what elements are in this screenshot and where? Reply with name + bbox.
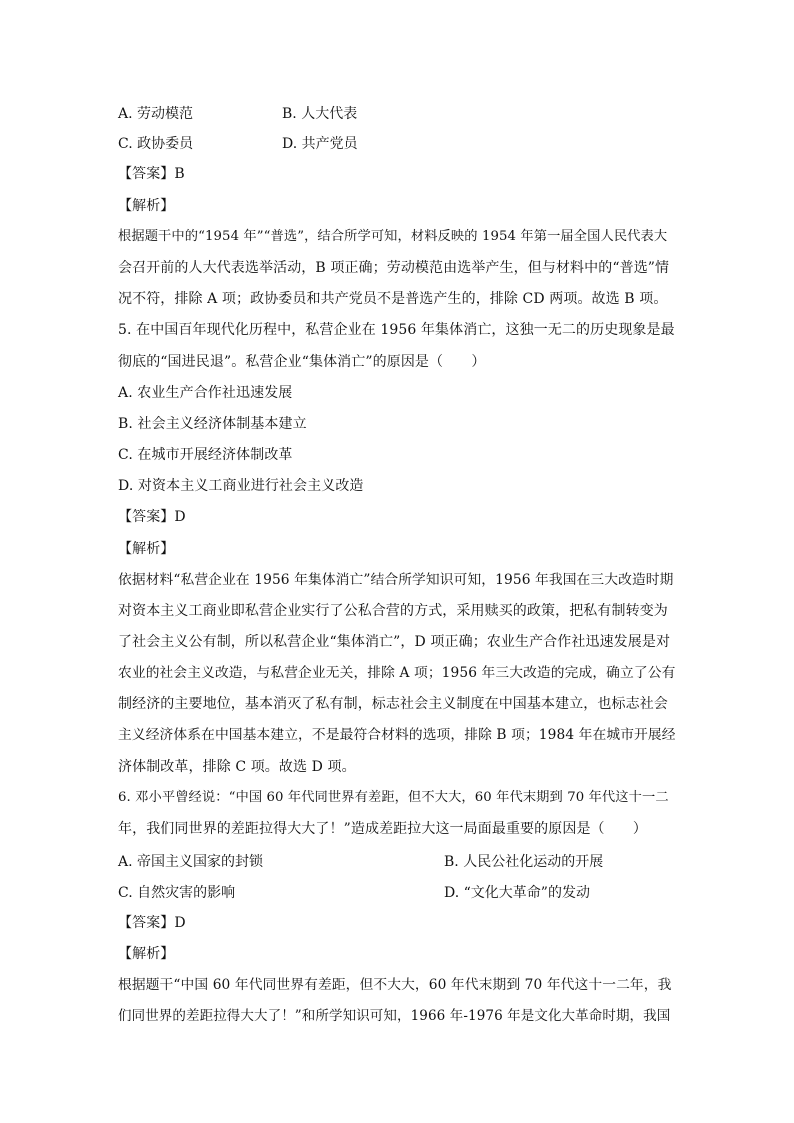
- q4-option-c: C. 政协委员: [118, 136, 194, 152]
- q6-option-d: D. “文化大革命”的发动: [444, 885, 590, 901]
- q6-option-c: C. 自然灾害的影响: [118, 885, 236, 901]
- q5-option-c: C. 在城市开展经济体制改革: [118, 447, 293, 463]
- q6-stem-line: 6. 邓小平曾经说：“中国 60 年代同世界有差距，但不大大，60 年代末期到 70 年代这十一二: [118, 790, 669, 805]
- q5-analysis-line: 了社会主义公有制，所以私营企业“集体消亡”，D 项正确；农业生产合作社迅速发展是对: [118, 634, 671, 650]
- q5-analysis-line: 制经济的主要地位，基本消灭了私有制，标志社会主义制度在中国基本建立，也标志社会: [118, 696, 668, 712]
- q6-analysis-line: 根据题干“中国 60 年代同世界有差距，但不大大，60 年代末期到 70 年代这十一二年，我: [118, 977, 672, 993]
- q5-stem-line: 彻底的“国进民退”。私营企业“集体消亡”的原因是（ ）: [118, 354, 486, 370]
- q5-option-b: B. 社会主义经济体制基本建立: [118, 416, 307, 432]
- q4-analysis-line: 况不符，排除 A 项；政协委员和共产党员不是普选产生的，排除 CD 两项。故选 B 项。: [118, 291, 668, 307]
- q6-analysis-label: 【解析】: [118, 946, 175, 962]
- q4-analysis-line: 根据题干中的“1954 年”“普选”，结合所学可知，材料反映的 1954 年第一届全国人民代表大: [118, 229, 668, 244]
- q5-stem-line: 5. 在中国百年现代化历程中，私营企业在 1956 年集体消亡，这独一无二的历史现象是最: [118, 322, 675, 338]
- q6-answer: 【答案】D: [118, 915, 186, 931]
- q6-option-a: A. 帝国主义国家的封锁: [118, 854, 264, 870]
- q5-analysis-line: 农业的社会主义改造，与私营企业无关，排除 A 项；1956 年三大改造的完成，确立了公有: [118, 665, 676, 681]
- q4-analysis-label: 【解析】: [118, 198, 175, 214]
- q4-option-d: D. 共产党员: [282, 136, 358, 152]
- q5-analysis-line: 对资本主义工商业即私营企业实行了公私合营的方式，采用赎买的政策，把私有制转变为: [118, 603, 668, 619]
- q5-option-d: D. 对资本主义工商业进行社会主义改造: [118, 478, 364, 494]
- q4-analysis-line: 会召开前的人大代表选举活动，B 项正确；劳动模范由选举产生，但与材料中的“普选”情: [118, 260, 670, 276]
- q5-analysis-line: 依据材料“私营企业在 1956 年集体消亡”结合所学知识可知，1956 年我国在三大改造时期: [118, 572, 674, 588]
- q5-answer: 【答案】D: [118, 509, 186, 525]
- q5-option-a: A. 农业生产合作社迅速发展: [118, 385, 293, 401]
- q4-option-a: A. 劳动模范: [118, 106, 194, 122]
- q6-analysis-line: 们同世界的差距拉得大大了！”和所学知识可知，1966 年-1976 年是文化大革命时期，我国: [118, 1008, 671, 1024]
- q5-analysis-line: 济体制改革，排除 C 项。故选 D 项。: [118, 759, 356, 775]
- q5-analysis-line: 主义经济体系在中国基本建立，不是最符合材料的选项，排除 B 项；1984 年在城市开展经: [118, 727, 676, 743]
- q6-stem-line: 年，我们同世界的差距拉得大大了！”造成差距拉大这一局面最重要的原因是（ ）: [118, 821, 647, 837]
- q4-option-b: B. 人大代表: [282, 106, 358, 122]
- q4-answer: 【答案】B: [118, 166, 185, 182]
- q5-analysis-label: 【解析】: [118, 541, 175, 557]
- q6-option-b: B. 人民公社化运动的开展: [444, 854, 604, 870]
